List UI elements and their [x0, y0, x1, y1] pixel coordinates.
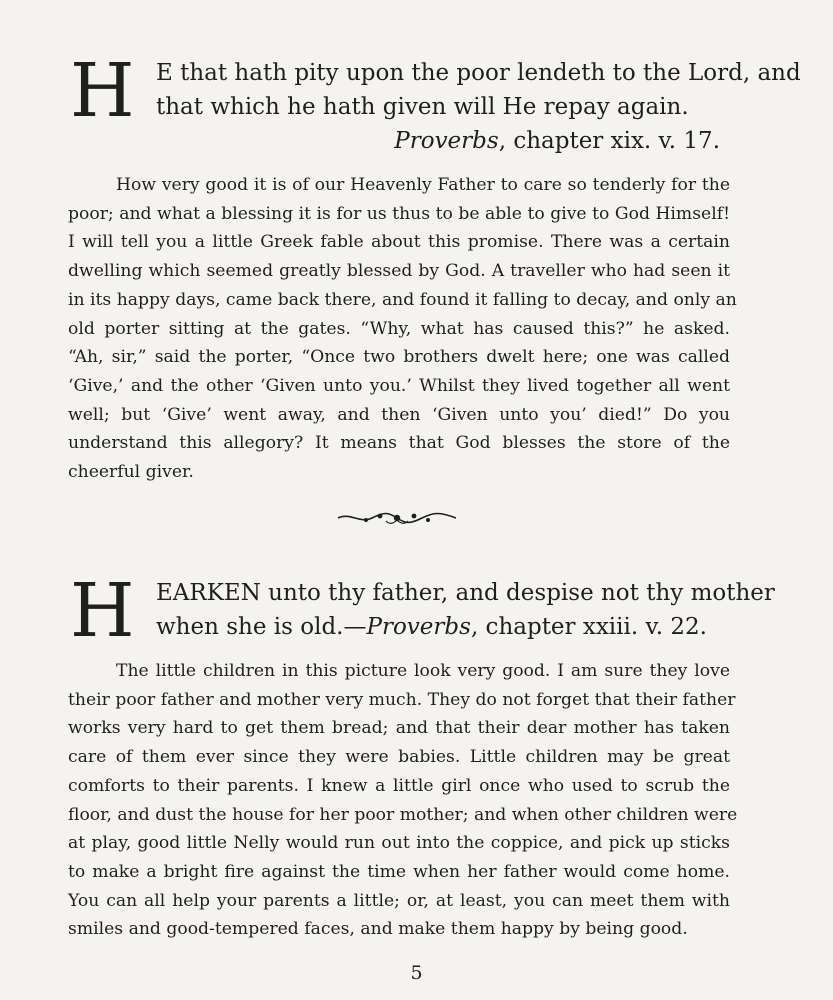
paragraph-2-line: at play, good little Nelly would run out into the coppice, and pick up sticks — [68, 833, 730, 854]
verse-1-line-1: E that hath pity upon the poor lendeth to the Lord, and — [156, 60, 801, 86]
paragraph-1-line: dwelling which seemed greatly blessed by God. A traveller who had seen it — [68, 261, 730, 282]
paragraph-1-line: cheerful giver. — [68, 462, 194, 483]
paragraph-1-line: in its happy days, came back there, and found it falling to decay, and only an — [68, 289, 737, 310]
verse-2-line-1: EARKEN unto thy father, and despise not thy mother — [156, 580, 775, 606]
paragraph-1-line: “Ah, sir,” said the porter, “Once two brothers dwelt here; one was called — [68, 347, 730, 368]
verse-text-2 — [156, 576, 775, 644]
paragraph-1-line: ‘Give,’ and the other ‘Given unto you.’ Whilst they lived together all went — [68, 375, 730, 396]
paragraph-1-line: How very good it is of our Heavenly Father to care so tenderly for the — [116, 175, 730, 195]
verse-block-1 — [70, 48, 801, 156]
page-number: 5 — [410, 962, 423, 984]
verse-1-citation-book: Proverbs — [394, 128, 499, 154]
paragraph-2-line: You can all help your parents a little; or, at least, you can meet them with — [68, 890, 730, 911]
paragraph-2-line: floor, and dust the house for her poor mother; and when other children were — [68, 804, 738, 825]
verse-block-2 — [70, 568, 775, 654]
drop-cap-1: H — [70, 48, 135, 134]
verse-text-1 — [156, 56, 801, 158]
paragraph-1 — [68, 171, 737, 487]
verse-1-citation-rest: , chapter xix. v. 17. — [498, 128, 720, 154]
verse-2-citation-rest: , chapter xxiii. v. 22. — [470, 614, 707, 640]
drop-cap-2: H — [70, 568, 135, 654]
scroll-ornament-icon — [336, 508, 458, 528]
paragraph-2-line: comforts to their parents. I knew a little girl once who used to scrub the — [68, 775, 730, 796]
verse-2-line-2 — [156, 610, 750, 644]
paragraph-1-line: old porter sitting at the gates. “Why, what has caused this?” he asked. — [68, 318, 730, 339]
paragraph-2-line: smiles and good-tempered faces, and make them happy by being good. — [68, 919, 688, 940]
paragraph-2 — [68, 657, 738, 944]
paragraph-2-line: to make a bright fire against the time when her father would come home. — [68, 861, 730, 882]
verse-1-citation — [156, 124, 750, 158]
verse-2-citation-book: Proverbs — [366, 614, 471, 640]
verse-1-line-2: that which he hath given will He repay again. — [156, 94, 689, 120]
verse-2-line-2-start: when she is old.— — [156, 614, 367, 640]
paragraph-1-line: I will tell you a little Greek fable about this promise. There was a certain — [68, 232, 730, 253]
paragraph-2-line: care of them ever since they were babies. Little children may be great — [68, 747, 730, 768]
paragraph-1-line: poor; and what a blessing it is for us thus to be able to give to God Himself! — [68, 203, 730, 224]
paragraph-2-line: their poor father and mother very much. They do not forget that their father — [68, 689, 736, 710]
paragraph-1-line: understand this allegory? It means that God blesses the store of the — [68, 433, 730, 454]
paragraph-2-line: The little children in this picture look very good. I am sure they love — [116, 661, 730, 681]
paragraph-1-line: well; but ‘Give’ went away, and then ‘Given unto you’ died!” Do you — [68, 404, 730, 425]
paragraph-2-line: works very hard to get them bread; and that their dear mother has taken — [68, 718, 730, 739]
